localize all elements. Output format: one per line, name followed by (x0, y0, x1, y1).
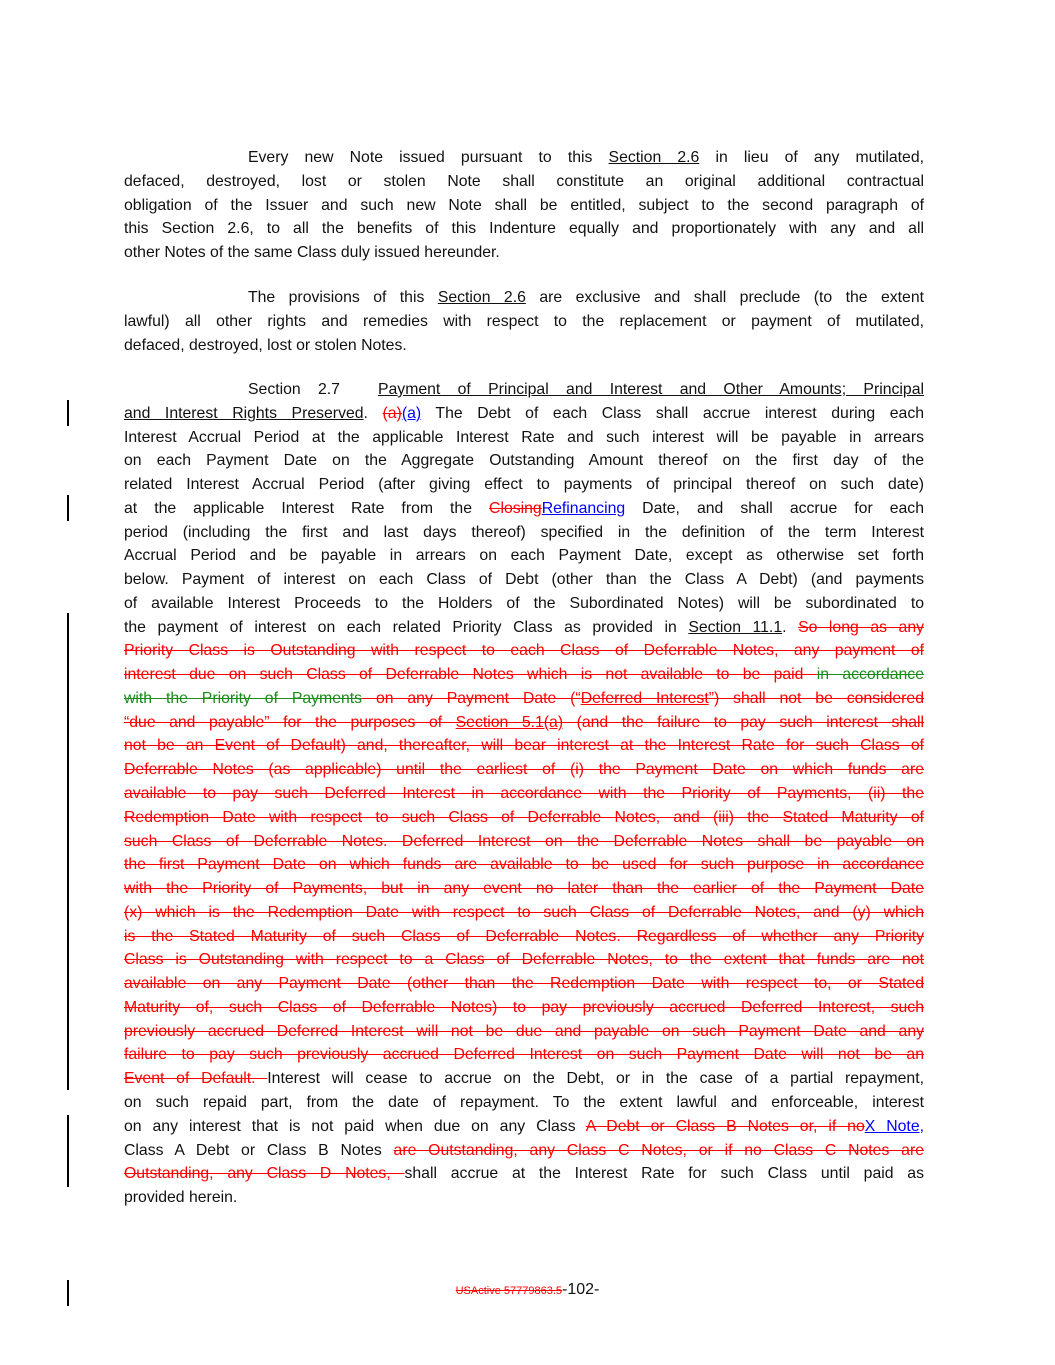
text-line (124, 1139, 924, 1163)
text-line (124, 217, 924, 241)
document-id: USActive 57779863.5 (455, 1285, 563, 1297)
deleted-text: failure to pay such previously accrued Deferred Interest on such Payment Date will not be an (124, 1046, 924, 1064)
text: are exclusive and shall preclude (to the extent (525, 289, 924, 306)
text: Date, and shall accrue for each (625, 499, 924, 517)
text: . (363, 404, 383, 422)
text: defaced, destroyed, lost or stolen Notes. (124, 336, 407, 354)
text-line (124, 782, 924, 806)
deleted-underlined-text: Deferred Interest (580, 689, 709, 707)
text-line (124, 663, 924, 687)
deleted-text: So long as any (798, 618, 925, 636)
text: other Notes of the same Class duly issued hereunder. (124, 244, 500, 262)
text-line (124, 1115, 924, 1139)
deleted-text: available to pay such Deferred Interest in accordance with the Priority of Payments, (ii) the (124, 785, 924, 803)
text: Class A Debt or Class B Notes (124, 1141, 394, 1159)
text-line (124, 592, 924, 616)
text-line (124, 830, 924, 854)
text: Every new Note issued pursuant to this (248, 149, 609, 166)
page-number: -102- (562, 1281, 600, 1298)
text: Section 2.7 (248, 381, 340, 398)
text: . (782, 618, 799, 636)
text-line (124, 853, 924, 877)
text: provided herein. (124, 1189, 238, 1207)
change-bar (67, 1115, 69, 1187)
change-bar (67, 400, 69, 426)
text: lawful) all other rights and remedies with respect to the replacement or payment of mutilated, (124, 312, 924, 330)
deleted-text: available on any Payment Date (other than the Redemption Date with respect to, or Stated (124, 975, 924, 993)
deleted-text: Redemption Date with respect to such Class of Deferrable Notes, and (iii) the Stated Maturity of (124, 808, 924, 826)
text: obligation of the Issuer and such new Note shall be entitled, subject to the second paragraph of (124, 196, 924, 214)
deleted-text: not be an Event of Default) and, thereafter, will bear interest at the Interest Rate for such Class of (124, 737, 924, 755)
text-line (124, 972, 924, 996)
deleted-text: A Debt or Class B Notes or, if no (585, 1117, 865, 1135)
text: period (including the first and last days thereof) specified in the definition of the term Interest (124, 523, 924, 541)
deleted-text: Maturity of, such Class of Deferrable Notes) to pay previously accrued Deferred Interest, such (124, 998, 924, 1016)
text-line (124, 1091, 924, 1115)
text-line (124, 473, 924, 497)
text: below. Payment of interest on each Class of Debt (other than the Class A Debt) (and payments (124, 571, 924, 589)
text-line (124, 544, 924, 568)
deleted-text: Event of Default. (124, 1070, 268, 1088)
text-line (124, 901, 924, 925)
deleted-text: Outstanding, any Class D Notes, (124, 1165, 405, 1183)
text: defaced, destroyed, lost or stolen Note shall constitute an original additional contractual (124, 172, 924, 190)
text: the payment of interest on each related Priority Class as provided in (124, 618, 689, 636)
change-bar (67, 495, 69, 521)
text: in lieu of any mutilated, (699, 149, 924, 166)
text-line (124, 877, 924, 901)
text: on any interest that is not paid when due on any Class (124, 1117, 586, 1135)
deleted-text: such Class of Deferrable Notes. Deferred Interest on the Deferrable Notes shall be payable on (124, 832, 924, 850)
inserted-text: Refinancing (541, 499, 626, 517)
text-line (124, 925, 924, 949)
text-line (124, 426, 924, 450)
text-line (124, 1162, 924, 1186)
change-bar (67, 613, 69, 1090)
text: related Interest Accrual Period (after giving effect to payments of principal thereof on such date) (124, 476, 924, 494)
text-line (124, 334, 924, 358)
text-line (124, 194, 924, 218)
text-line (124, 310, 924, 334)
text-line (124, 402, 924, 426)
text-line (124, 568, 924, 592)
text: at the applicable Interest Rate from the (124, 499, 490, 517)
underlined-reference: Section 2.6 (608, 149, 700, 166)
deleted-text: Priority Class is Outstanding with respect to each Class of Deferrable Notes, any payment of (124, 642, 924, 660)
deleted-text: are Outstanding, any Class C Notes, or if no Class C Notes are (393, 1141, 924, 1159)
deleted-text: Closing (489, 499, 542, 517)
text-line (124, 1186, 924, 1210)
text-line (124, 146, 924, 170)
deleted-text: previously accrued Deferred Interest will not be due and payable on such Payment Date and any (124, 1022, 924, 1040)
text-line (124, 497, 924, 521)
text: The provisions of this (248, 289, 438, 306)
text: Accrual Period and be payable in arrears on each Payment Date, except as otherwise set forth (124, 547, 924, 565)
paragraph (124, 146, 924, 265)
inserted-text: X Note, (864, 1117, 924, 1135)
deleted-underlined-text: Section 5.1(a) (455, 713, 564, 731)
deleted-text: Class is Outstanding with respect to a Class of Deferrable Notes, to the extent that funds are not (124, 951, 924, 969)
deleted-text: (x) which is the Redemption Date with respect to such Class of Deferrable Notes, and (y) which (124, 903, 924, 921)
deleted-text: “due and payable” for the purposes of (124, 713, 456, 731)
deleted-text: interest due on such Class of Deferrable Notes which is not available to be paid (124, 666, 817, 684)
deleted-text: on any Payment Date (“ (362, 689, 581, 707)
text-line (124, 639, 924, 663)
paragraph (124, 378, 924, 1210)
text-line (124, 758, 924, 782)
text: on each Payment Date on the Aggregate Outstanding Amount thereof on the first day of the (124, 452, 924, 470)
text-line (124, 449, 924, 473)
text-line (124, 1020, 924, 1044)
deleted-text: ”) shall not be considered (708, 689, 925, 707)
inserted-text: (a) (401, 404, 422, 422)
text-line (124, 1043, 924, 1067)
text-line (124, 711, 924, 735)
deleted-text: is the Stated Maturity of such Class of Deferrable Notes. Regardless of whether any Priority (124, 927, 924, 945)
text-line (124, 996, 924, 1020)
text: The Debt of each Class shall accrue interest during each (421, 404, 924, 422)
underlined-reference: Payment of Principal and Interest and Other Amounts; Principal (377, 381, 925, 398)
text-line (124, 286, 924, 310)
underlined-reference: and Interest Rights Preserved (124, 404, 364, 422)
deleted-text: (a) (382, 404, 402, 422)
text-line (124, 948, 924, 972)
text-line (124, 1067, 924, 1091)
text-line (124, 687, 924, 711)
text: of available Interest Proceeds to the Holders of the Subordinated Notes) will be subordinated to (124, 594, 924, 612)
moved-deleted-text: in accordance (816, 666, 924, 684)
text-line (124, 806, 924, 830)
text-line (124, 521, 924, 545)
page-footer (0, 1281, 1055, 1299)
text: Interest Accrual Period at the applicable Interest Rate and such interest will be payable in arrears (124, 428, 924, 446)
text-line (124, 734, 924, 758)
text: this Section 2.6, to all the benefits of this Indenture equally and proportionately with any and all (124, 220, 924, 238)
deleted-text: the first Payment Date on which funds are available to be used for such purpose in accordance (124, 856, 924, 874)
text: on such repaid part, from the date of repayment. To the extent lawful and enforceable, interest (124, 1093, 924, 1111)
text-line (124, 378, 924, 402)
text-line (124, 170, 924, 194)
text-line (124, 241, 924, 265)
paragraph (124, 286, 924, 357)
text: shall accrue at the Interest Rate for such Class until paid as (404, 1165, 924, 1183)
moved-deleted-text: with the Priority of Payments (124, 689, 363, 707)
text-line (124, 616, 924, 640)
deleted-text: Deferrable Notes (as applicable) until the earliest of (i) the Payment Date on which funds are (124, 761, 924, 779)
underlined-reference: Section 11.1 (688, 618, 783, 636)
deleted-text: (and the failure to pay such interest shall (563, 713, 924, 731)
deleted-text: with the Priority of Payments, but in any event no later than the earlier of the Payment Date (124, 880, 924, 898)
underlined-reference: Section 2.6 (437, 289, 526, 306)
text: Interest will cease to accrue on the Debt, or in the case of a partial repayment, (267, 1070, 924, 1088)
